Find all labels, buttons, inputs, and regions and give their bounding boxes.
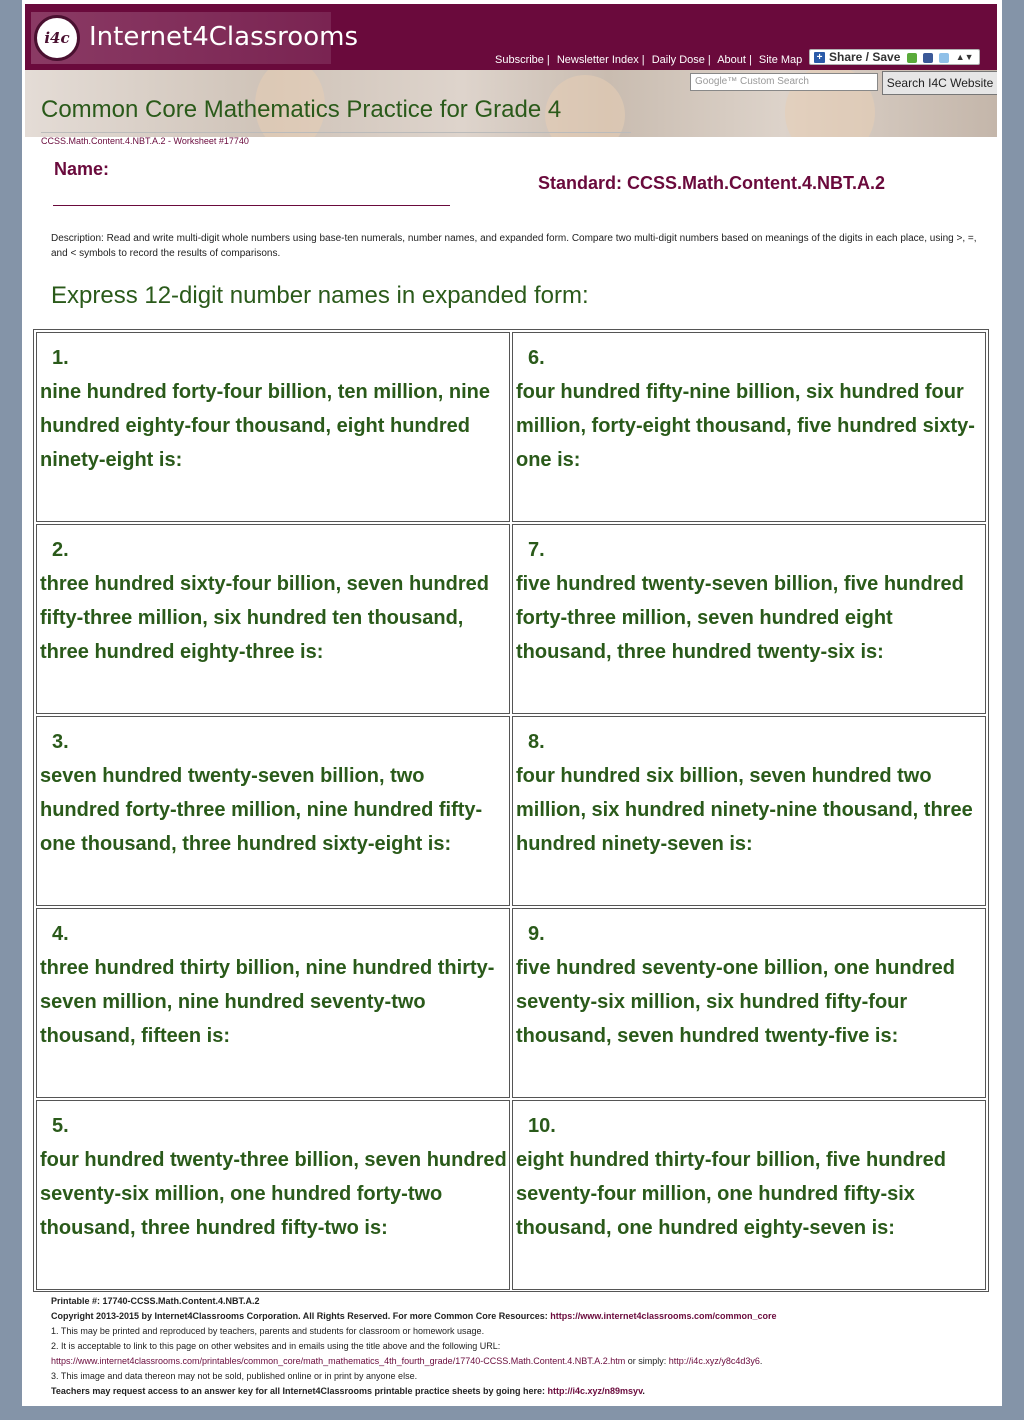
nav-separator: |: [707, 54, 711, 66]
question-cell: [36, 1100, 510, 1290]
worksheet-page: [22, 0, 1002, 1406]
name-line: [53, 205, 450, 206]
question-number: 3.: [52, 731, 69, 753]
common-core-link[interactable]: https://www.internet4classrooms.com/common_core: [550, 1311, 777, 1321]
page-url-link[interactable]: https://www.internet4classrooms.com/printables/common_core/math_mathematics_4th_fourth_grade/17740-CCSS.Math.Content.4.NBT.A.2.htm: [51, 1356, 626, 1366]
name-label: Name:: [54, 159, 110, 179]
question-text: seven hundred twenty-seven billion, two hundred forty-three million, nine hundred fifty-one thousand, three hundred sixty-eight is:: [40, 765, 483, 855]
question-grid: [33, 329, 989, 1292]
footer: [51, 1294, 996, 1399]
short-url-link[interactable]: http://i4c.xyz/y8c4d3y6: [668, 1356, 760, 1366]
share-email-icon: [907, 53, 917, 63]
url-end: .: [759, 1356, 763, 1366]
nav-separator: |: [546, 54, 550, 66]
question-number: 8.: [528, 731, 545, 753]
search-button[interactable]: Search I4C Website: [882, 71, 997, 95]
share-save-button[interactable]: [809, 49, 980, 65]
description: Description: Read and write multi-digit whole numbers using base-ten numerals, number names, and expanded form. Compare two multi-digit numbers based on meanings of the digits in each place, using >, =, and < symbols to record the results of comparisons.: [51, 233, 977, 259]
question-cell: [36, 716, 510, 906]
nav-subscribe[interactable]: Subscribe: [495, 54, 544, 66]
copyright-text: Copyright 2013-2015 by Internet4Classrooms Corporation. All Rights Reserved. For more Common Core Resources:: [51, 1311, 551, 1321]
question-number: 4.: [52, 923, 69, 945]
url-line: [51, 1354, 996, 1369]
printable-number: Printable #: 17740-CCSS.Math.Content.4.NBT.A.2: [51, 1296, 260, 1306]
usage-note-2: 2. It is acceptable to link to this page on other websites and in emails using the title above and the following URL:: [51, 1341, 501, 1351]
usage-note-3: 3. This image and data thereon may not be sold, published online or in print by anyone else.: [51, 1371, 418, 1381]
question-number: 1.: [52, 347, 69, 369]
question-number: 7.: [528, 539, 545, 561]
nav-site-map[interactable]: Site Map: [758, 54, 803, 66]
standard-label: Standard: CCSS.Math.Content.4.NBT.A.2: [538, 173, 886, 193]
answer-key-text: Teachers may request access to an answer key for all Internet4Classrooms printable practice sheets by going here:: [51, 1386, 548, 1396]
question-text: eight hundred thirty-four billion, five hundred seventy-four million, one hundred fifty-six thousand, one hundred eighty-seven is:: [516, 1149, 946, 1239]
question-text: five hundred twenty-seven billion, five hundred forty-three million, seven hundred eight thousand, three hundred twenty-six is:: [516, 573, 964, 663]
share-plus-icon: +: [814, 52, 825, 63]
facebook-icon: [923, 53, 933, 63]
question-cell: [512, 1100, 986, 1290]
question-text: three hundred sixty-four billion, seven hundred fifty-three million, six hundred ten thousand, three hundred eighty-three is:: [40, 573, 489, 663]
question-number: 6.: [528, 347, 545, 369]
question-text: four hundred twenty-three billion, seven hundred seventy-six million, one hundred forty-two thousand, three hundred fifty-two is:: [40, 1149, 507, 1239]
site-logo[interactable]: [31, 12, 358, 64]
top-nav: [495, 54, 802, 66]
question-cell: [512, 908, 986, 1098]
question-text: three hundred thirty billion, nine hundred thirty-seven million, nine hundred seventy-two thousand, fifteen is:: [40, 957, 495, 1047]
title-divider: [41, 132, 631, 133]
question-cell: [512, 524, 986, 714]
banner: [25, 70, 997, 137]
nav-newsletter-index[interactable]: Newsletter Index: [556, 54, 639, 66]
nav-separator: |: [641, 54, 645, 66]
answer-key-link[interactable]: http://i4c.xyz/n89msyv: [547, 1386, 643, 1396]
twitter-icon: [939, 53, 949, 63]
question-number: 5.: [52, 1115, 69, 1137]
search-input[interactable]: Google™ Custom Search: [690, 73, 878, 91]
answer-key-end: .: [642, 1386, 645, 1396]
worksheet-reference: CCSS.Math.Content.4.NBT.A.2 - Worksheet #17740: [41, 136, 249, 146]
answer-key-line: [51, 1384, 996, 1399]
question-number: 10.: [528, 1115, 556, 1137]
question-cell: [512, 332, 986, 522]
nav-daily-dose[interactable]: Daily Dose: [651, 54, 705, 66]
question-number: 2.: [52, 539, 69, 561]
share-label: Share / Save: [829, 50, 901, 64]
site-header: [25, 4, 997, 70]
question-cell: [512, 716, 986, 906]
question-cell: [36, 332, 510, 522]
question-cell: [36, 908, 510, 1098]
logo-text: Internet4Classrooms: [89, 22, 358, 52]
question-cell: [36, 524, 510, 714]
question-text: four hundred fifty-nine billion, six hundred four million, forty-eight thousand, five hundred sixty-one is:: [516, 381, 975, 471]
question-text: five hundred seventy-one billion, one hundred seventy-six million, six hundred fifty-four thousand, seven hundred twenty-five is:: [516, 957, 955, 1047]
page-title: Common Core Mathematics Practice for Grade 4: [41, 96, 562, 123]
question-number: 9.: [528, 923, 545, 945]
share-dropdown-icon: ▲▼: [955, 52, 974, 62]
question-text: nine hundred forty-four billion, ten million, nine hundred eighty-four thousand, eight hundred ninety-eight is:: [40, 381, 490, 471]
copyright-line: [51, 1309, 996, 1324]
usage-note-1: 1. This may be printed and reproduced by teachers, parents and students for classroom or homework usage.: [51, 1326, 485, 1336]
logo-badge: i4c: [34, 15, 80, 61]
instructions: Express 12-digit number names in expanded form:: [51, 282, 589, 309]
nav-about[interactable]: About: [717, 54, 746, 66]
nav-separator: |: [748, 54, 752, 66]
url-or-text: or simply:: [625, 1356, 669, 1366]
question-text: four hundred six billion, seven hundred two million, six hundred ninety-nine thousand, three hundred ninety-seven is:: [516, 765, 973, 855]
